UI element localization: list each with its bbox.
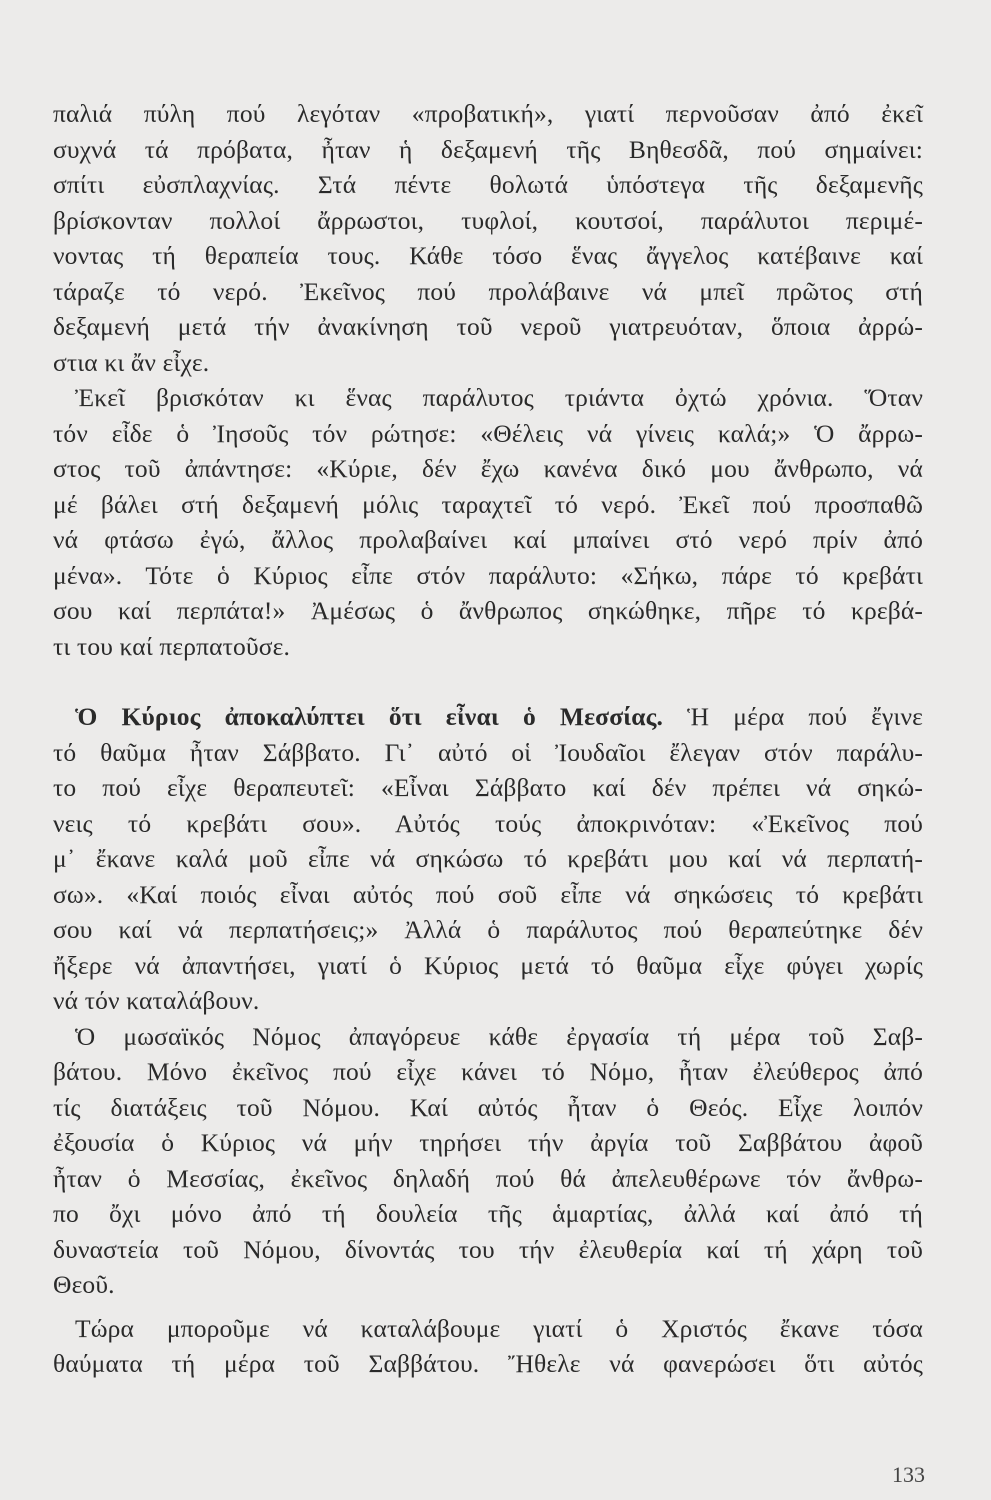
paragraph-5	[53, 1311, 923, 1382]
text-line: τό θαῦμα ἦταν Σάββατο. Γι᾿ αὐτό οἱ Ἰουδαῖοι ἔλεγαν στόν παράλυ-	[53, 737, 923, 767]
text-line: μέ βάλει στή δεξαμενή μόλις ταραχτεῖ τό νερό. Ἐκεῖ πού προσπαθῶ	[53, 489, 923, 519]
text-line	[53, 699, 923, 735]
section-heading: Ὁ Κύριος ἀποκαλύπτει ὅτι εἶναι ὁ Μεσσίας.	[75, 702, 664, 731]
heading-line-rest: Ἡ μέρα πού ἔγινε	[687, 702, 923, 731]
text-line: μ᾿ ἔκανε καλά μοῦ εἶπε νά σηκώσω τό κρεβάτι μου καί νά περπατή-	[53, 844, 923, 873]
text-line: ἤξερε νά ἀπαντήσει, γιατί ὁ Κύριος μετά τό θαῦμα εἶχε φύγει χωρίς	[53, 950, 923, 980]
text-line: σπίτι εὐσπλαχνίας. Στά πέντε θολωτά ὑπόστεγα τῆς δεξαμενῆς	[53, 170, 923, 199]
text-line: βρίσκονταν πολλοί ἄρρωστοι, τυφλοί, κουτσοί, παράλυτοι περιμέ-	[53, 205, 923, 235]
text-line: τι του καί περπατοῦσε.	[53, 631, 290, 661]
paragraph-3	[53, 699, 923, 1019]
text-line: νεις τό κρεβάτι σου». Αὐτός τούς ἀποκρινόταν: «Ἐκεῖνος πού	[53, 808, 923, 838]
text-line: ἐξουσία ὁ Κύριος νά μήν τηρήσει τήν ἀργία τοῦ Σαββάτου ἀφοῦ	[53, 1128, 923, 1157]
text-line: Τώρα μποροῦμε νά καταλάβουμε γιατί ὁ Χριστός ἔκανε τόσα	[75, 1313, 923, 1343]
text-line: νοντας τή θεραπεία τους. Κάθε τόσο ἕνας ἄγγελος κατέβαινε καί	[53, 241, 923, 270]
text-line: θαύματα τή μέρα τοῦ Σαββάτου. Ἤθελε νά φανερώσει ὅτι αὐτός	[53, 1349, 923, 1378]
page-number: 133	[892, 1462, 925, 1487]
paragraph-1	[53, 96, 923, 380]
text-line: Θεοῦ.	[53, 1270, 115, 1299]
body-text	[53, 96, 923, 1382]
paragraph-4	[53, 1019, 923, 1303]
text-line: σου καί νά περπατήσεις;» Ἀλλά ὁ παράλυτος πού θεραπεύτηκε δέν	[53, 915, 923, 944]
text-line: τάραζε τό νερό. Ἐκεῖνος πού προλάβαινε νά μπεῖ πρῶτος στή	[53, 276, 923, 306]
text-line: στος τοῦ ἀπάντησε: «Κύριε, δέν ἔχω κανένα δικό μου ἄνθρωπο, νά	[53, 454, 923, 483]
text-line: βάτου. Μόνο ἐκεῖνος πού εἶχε κάνει τό Νόμο, ἦταν ἐλεύθερος ἀπό	[53, 1057, 923, 1086]
text-line: το πού εἶχε θεραπευτεῖ: «Εἶναι Σάββατο καί δέν πρέπει νά σηκώ-	[53, 773, 923, 802]
text-line: σω». «Καί ποιός εἶναι αὐτός πού σοῦ εἶπε νά σηκώσεις τό κρεβάτι	[53, 879, 923, 909]
paragraph-spacer	[53, 1303, 923, 1311]
text-line: νά τόν καταλάβουν.	[53, 986, 260, 1015]
text-line: σου καί περπάτα!» Ἀμέσως ὁ ἄνθρωπος σηκώθηκε, πῆρε τό κρεβά-	[53, 596, 923, 625]
text-line: Ἐκεῖ βρισκόταν κι ἕνας παράλυτος τριάντα ὀχτώ χρόνια. Ὅταν	[75, 383, 923, 412]
text-line: ἦταν ὁ Μεσσίας, ἐκεῖνος δηλαδή πού θά ἀπελευθέρωνε τόν ἄνθρω-	[53, 1163, 923, 1193]
text-line: τόν εἶδε ὁ Ἰησοῦς τόν ρώτησε: «Θέλεις νά γίνεις καλά;» Ὁ ἄρρω-	[53, 418, 923, 448]
text-line: συχνά τά πρόβατα, ἦταν ἡ δεξαμενή τῆς Βηθεσδᾶ, πού σημαίνει:	[53, 134, 923, 164]
text-line: πο ὄχι μόνο ἀπό τή δουλεία τῆς ἁμαρτίας, ἀλλά καί ἀπό τή	[53, 1199, 923, 1228]
text-line: δεξαμενή μετά τήν ἀνακίνηση τοῦ νεροῦ γιατρευόταν, ὅποια ἀρρώ-	[53, 312, 923, 341]
text-line: νά φτάσω ἐγώ, ἄλλος προλαβαίνει καί μπαίνει στό νερό πρίν ἀπό	[53, 525, 923, 554]
section-spacer	[53, 664, 923, 699]
text-line: δυναστεία τοῦ Νόμου, δίνοντάς του τήν ἐλευθερία καί τή χάρη τοῦ	[53, 1234, 923, 1264]
paragraph-2	[53, 380, 923, 664]
text-line: μένα». Τότε ὁ Κύριος εἶπε στόν παράλυτο: «Σήκω, πάρε τό κρεβάτι	[53, 560, 923, 590]
text-line: στια κι ἄν εἶχε.	[53, 347, 210, 377]
text-line: παλιά πύλη πού λεγόταν «προβατική», γιατί περνοῦσαν ἀπό ἐκεῖ	[53, 99, 923, 128]
text-line: τίς διατάξεις τοῦ Νόμου. Καί αὐτός ἦταν ὁ Θεός. Εἶχε λοιπόν	[53, 1092, 923, 1122]
text-line: Ὁ μωσαϊκός Νόμος ἀπαγόρευε κάθε ἐργασία τή μέρα τοῦ Σαβ-	[75, 1021, 923, 1051]
